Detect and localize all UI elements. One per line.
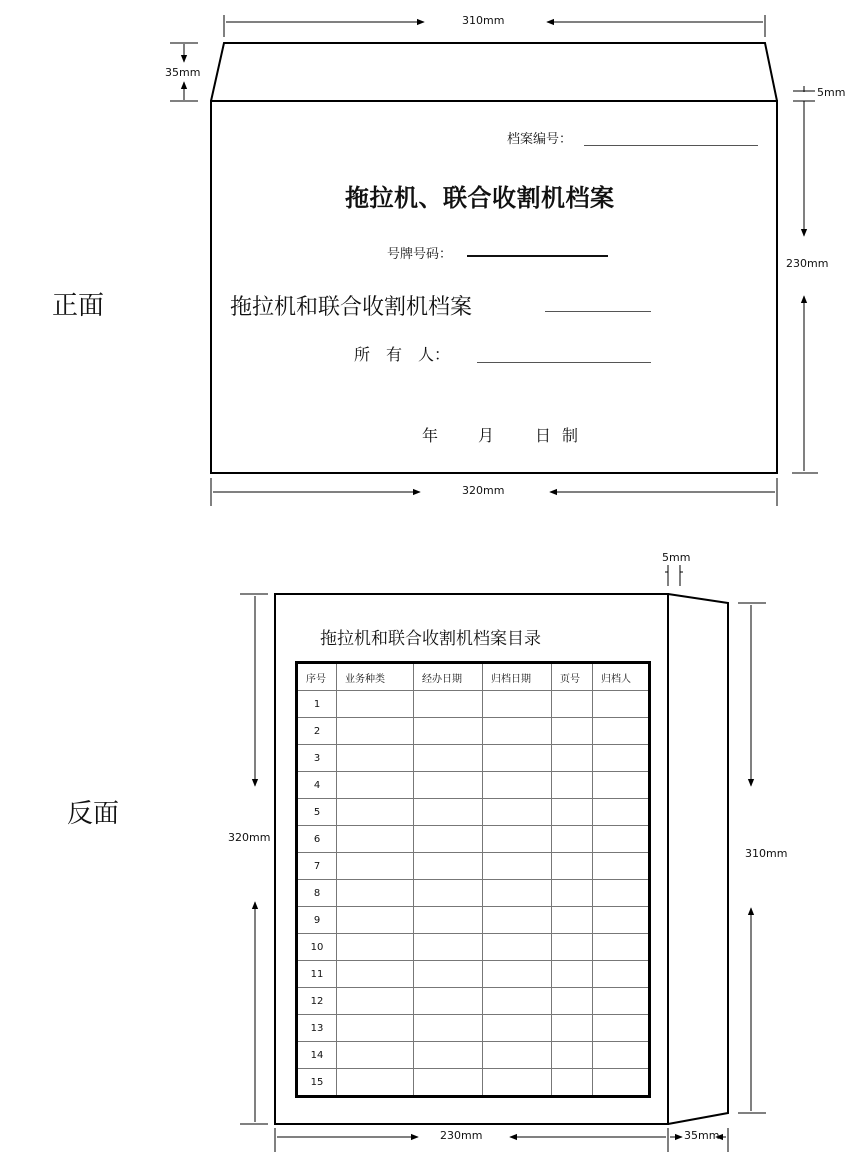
table-cell[interactable] bbox=[337, 1069, 414, 1097]
table-cell[interactable] bbox=[483, 961, 552, 988]
table-cell[interactable] bbox=[483, 1069, 552, 1097]
table-cell[interactable] bbox=[483, 772, 552, 799]
header-business-type: 业务种类 bbox=[337, 663, 414, 691]
row-number: 7 bbox=[297, 853, 337, 880]
table-cell[interactable] bbox=[483, 799, 552, 826]
owner-label: 所 有 人： bbox=[354, 345, 451, 364]
table-cell[interactable] bbox=[414, 691, 483, 718]
table-row bbox=[297, 880, 650, 907]
date-made: 制 bbox=[562, 426, 579, 445]
table-cell[interactable] bbox=[552, 1042, 593, 1069]
table-cell[interactable] bbox=[483, 1042, 552, 1069]
table-cell[interactable] bbox=[483, 880, 552, 907]
table-cell[interactable] bbox=[552, 988, 593, 1015]
table-cell[interactable] bbox=[552, 1015, 593, 1042]
table-cell[interactable] bbox=[414, 853, 483, 880]
table-cell[interactable] bbox=[593, 853, 650, 880]
table-cell[interactable] bbox=[337, 745, 414, 772]
table-row bbox=[297, 1042, 650, 1069]
table-row bbox=[297, 853, 650, 880]
header-archive-date: 归档日期 bbox=[483, 663, 552, 691]
front-gap-dimension: 5mm bbox=[817, 86, 846, 99]
table-cell[interactable] bbox=[593, 1015, 650, 1042]
table-row bbox=[297, 799, 650, 826]
table-cell[interactable] bbox=[483, 745, 552, 772]
table-cell[interactable] bbox=[414, 907, 483, 934]
table-cell[interactable] bbox=[593, 934, 650, 961]
table-row bbox=[297, 934, 650, 961]
date-day: 日 bbox=[535, 426, 552, 445]
table-cell[interactable] bbox=[337, 826, 414, 853]
table-row bbox=[297, 718, 650, 745]
header-page-no: 页号 bbox=[552, 663, 593, 691]
front-bottom-width-dimension: 320mm bbox=[462, 484, 505, 497]
table-cell[interactable] bbox=[337, 934, 414, 961]
table-cell[interactable] bbox=[337, 1042, 414, 1069]
table-cell[interactable] bbox=[483, 988, 552, 1015]
table-cell[interactable] bbox=[337, 988, 414, 1015]
table-cell[interactable] bbox=[414, 772, 483, 799]
date-month: 月 bbox=[478, 426, 495, 445]
table-cell[interactable] bbox=[593, 745, 650, 772]
table-cell[interactable] bbox=[593, 988, 650, 1015]
table-cell[interactable] bbox=[337, 961, 414, 988]
table-row bbox=[297, 1069, 650, 1097]
table-row bbox=[297, 772, 650, 799]
table-cell[interactable] bbox=[483, 1015, 552, 1042]
table-cell[interactable] bbox=[414, 1069, 483, 1097]
front-top-width-dimension: 310mm bbox=[462, 14, 505, 27]
table-cell[interactable] bbox=[337, 853, 414, 880]
table-cell[interactable] bbox=[552, 745, 593, 772]
table-cell[interactable] bbox=[414, 934, 483, 961]
back-right-height-dimension: 310mm bbox=[745, 847, 788, 860]
row-number: 5 bbox=[297, 799, 337, 826]
table-cell[interactable] bbox=[483, 718, 552, 745]
table-cell[interactable] bbox=[337, 880, 414, 907]
table-cell[interactable] bbox=[552, 961, 593, 988]
table-cell[interactable] bbox=[552, 907, 593, 934]
table-cell[interactable] bbox=[414, 718, 483, 745]
row-number: 15 bbox=[297, 1069, 337, 1097]
table-cell[interactable] bbox=[552, 826, 593, 853]
table-cell[interactable] bbox=[337, 718, 414, 745]
table-cell[interactable] bbox=[593, 718, 650, 745]
table-cell[interactable] bbox=[552, 772, 593, 799]
table-cell[interactable] bbox=[414, 799, 483, 826]
table-cell[interactable] bbox=[593, 691, 650, 718]
front-height-dimension: 230mm bbox=[786, 257, 829, 270]
table-cell[interactable] bbox=[552, 1069, 593, 1097]
front-title: 拖拉机、联合收割机档案 bbox=[345, 184, 615, 212]
table-cell[interactable] bbox=[593, 880, 650, 907]
plate-number-label: 号牌号码： bbox=[387, 247, 453, 262]
table-cell[interactable] bbox=[337, 799, 414, 826]
table-cell[interactable] bbox=[593, 826, 650, 853]
table-cell[interactable] bbox=[414, 988, 483, 1015]
directory-table bbox=[295, 661, 651, 1098]
table-cell[interactable] bbox=[593, 961, 650, 988]
back-gap-dimension: 5mm bbox=[662, 551, 691, 564]
table-row bbox=[297, 826, 650, 853]
table-cell[interactable] bbox=[552, 880, 593, 907]
back-width-dimension: 230mm bbox=[440, 1129, 483, 1142]
table-row bbox=[297, 961, 650, 988]
table-cell[interactable] bbox=[414, 826, 483, 853]
table-row bbox=[297, 1015, 650, 1042]
front-envelope-outline bbox=[211, 43, 777, 473]
table-row bbox=[297, 691, 650, 718]
date-year: 年 bbox=[422, 426, 439, 445]
front-flap-height-dimension: 35mm bbox=[165, 66, 201, 79]
plate-number-field[interactable] bbox=[467, 255, 608, 257]
table-cell[interactable] bbox=[593, 907, 650, 934]
table-cell[interactable] bbox=[483, 826, 552, 853]
table-cell[interactable] bbox=[552, 691, 593, 718]
row-number: 13 bbox=[297, 1015, 337, 1042]
table-cell[interactable] bbox=[483, 691, 552, 718]
table-cell[interactable] bbox=[552, 718, 593, 745]
row-number: 6 bbox=[297, 826, 337, 853]
back-side-label: 反面 bbox=[67, 799, 120, 829]
table-row bbox=[297, 907, 650, 934]
table-cell[interactable] bbox=[483, 853, 552, 880]
table-cell[interactable] bbox=[593, 799, 650, 826]
table-cell[interactable] bbox=[414, 745, 483, 772]
row-number: 4 bbox=[297, 772, 337, 799]
row-number: 3 bbox=[297, 745, 337, 772]
row-number: 1 bbox=[297, 691, 337, 718]
row-number: 12 bbox=[297, 988, 337, 1015]
table-cell[interactable] bbox=[483, 907, 552, 934]
table-cell[interactable] bbox=[593, 1069, 650, 1097]
archive-number-field[interactable] bbox=[584, 145, 758, 146]
owner-field[interactable] bbox=[477, 362, 651, 363]
archive-number-label: 档案编号： bbox=[507, 132, 573, 147]
table-cell[interactable] bbox=[337, 1015, 414, 1042]
table-cell[interactable] bbox=[337, 907, 414, 934]
header-seq: 序号 bbox=[297, 663, 337, 691]
row-number: 8 bbox=[297, 880, 337, 907]
table-header-row bbox=[297, 663, 650, 691]
back-flap-width-dimension: 35mm bbox=[684, 1129, 720, 1142]
table-cell[interactable] bbox=[414, 1042, 483, 1069]
row-number: 10 bbox=[297, 934, 337, 961]
table-row bbox=[297, 988, 650, 1015]
table-cell[interactable] bbox=[414, 1015, 483, 1042]
row-number: 9 bbox=[297, 907, 337, 934]
header-archivist: 归档人 bbox=[593, 663, 650, 691]
table-cell[interactable] bbox=[593, 772, 650, 799]
header-handle-date: 经办日期 bbox=[414, 663, 483, 691]
table-cell[interactable] bbox=[337, 772, 414, 799]
row-number: 2 bbox=[297, 718, 337, 745]
table-cell[interactable] bbox=[337, 691, 414, 718]
table-cell[interactable] bbox=[483, 934, 552, 961]
table-row bbox=[297, 745, 650, 772]
table-cell[interactable] bbox=[552, 853, 593, 880]
row-number: 11 bbox=[297, 961, 337, 988]
row-number: 14 bbox=[297, 1042, 337, 1069]
front-side-label: 正面 bbox=[52, 291, 105, 321]
table-cell[interactable] bbox=[414, 880, 483, 907]
subtitle-field[interactable] bbox=[545, 311, 651, 312]
table-cell[interactable] bbox=[552, 934, 593, 961]
back-left-height-dimension: 320mm bbox=[228, 831, 271, 844]
back-title: 拖拉机和联合收割机档案目录 bbox=[320, 629, 541, 649]
table-cell[interactable] bbox=[552, 799, 593, 826]
table-cell[interactable] bbox=[414, 961, 483, 988]
front-subtitle: 拖拉机和联合收割机档案 bbox=[230, 295, 473, 320]
table-cell[interactable] bbox=[593, 1042, 650, 1069]
